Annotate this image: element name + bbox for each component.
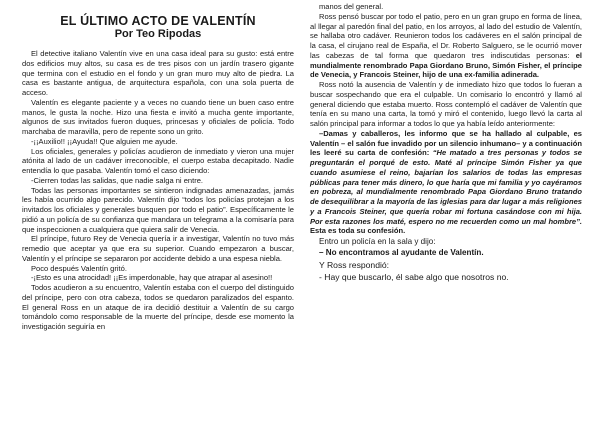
paragraph: Valentín es elegante paciente y a veces no cuando tiene un buen caso entre manos, le gusta la noche. Hizo una fiesta e invitó a mucha gente importante, algunos de sus invitados fueron duques, princesas y oficiales de policía. Todo marchaba de maravilla, pero de repente sono un grito.	[22, 97, 294, 136]
dialogue-line: -¡Esto es una atrocidad! ¡¡Es imperdonable, hay que atrapar al asesino!!	[31, 273, 273, 283]
text-run: Esta es toda su confesión.	[310, 226, 406, 236]
paragraph: Todos acudieron a su encuentro, Valentín estaba con el cuerpo del distinguido del príncipe, pero con otra cabeza, todos se quedaron paralizados del espanto. El general Ross en un ataque de ira decidió destituir a Valentín de su cargo tomándolo como responsable de la muerte del príncipe, desde ese momento la investigación seguiría en	[22, 283, 294, 331]
text-run: –Damas y caballeros, les informo que se ha hallado al culpable, es Valentín – el salón fue invadido por un silencio inhumano– y a continuación les leeré su carta de confesión:	[310, 128, 582, 158]
dialogue-line: - Hay que buscarlo, él sabe algo que nosotros no.	[319, 271, 509, 282]
paragraph: El príncipe, futuro Rey de Venecia quería ir a investigar, Valentín no tuvo más remedio que aceptar ya que era su superior. Cuando empezaron a buscar, Valentín y el príncipe se separaron por accidente debido a una espesa niebla.	[22, 234, 294, 263]
text-run: Ross pensó buscar por todo el patio, pero en un gran grupo en forma de línea, al llegar al paredón final del patio, en los arroyos, al lado del estudio de Valentín, se hallaba otro cadáver. Reunieron todos los cadáveres en el salón principal de la casa, el cirujano real de España, el Dr. Roberto Salguero, se le ocurrió mover las cabezas de tal forma que quedaron tres indiscutidas personas:	[310, 11, 582, 60]
dialogue-line: – No encontramos al ayudante de Valentín.	[319, 248, 484, 258]
paragraph: Todas las personas importantes se sintieron indignadas amenazadas, jamás les había ocurrido algo parecido. Valentín dijo “todos los policías protejan a los invitados los oficiales y generales busquen por todo el patio”. Específicamente le pidió a un policía de su confianza que mandara un telegrama a la comisaría para que inspeccionen a cualquiera que quiera salir de Venecia.	[22, 185, 294, 234]
left-column	[22, 14, 294, 332]
right-column	[310, 2, 582, 283]
paragraph-continuation: manos del general.	[319, 2, 384, 11]
closing-dialogue	[310, 236, 582, 283]
story-author: Por Teo Ripodas	[114, 28, 202, 40]
paragraph: Poco después Valentín gritó.	[31, 263, 127, 273]
paragraph: Y Ross respondió:	[319, 259, 390, 270]
dialogue-line: -Cierren todas las salidas, que nadie salga ni entre.	[31, 175, 204, 185]
story-title: EL ÚLTIMO ACTO DE VALENTÍN	[60, 14, 256, 28]
bold-text-run: el mundialmente renombrado Papa Giordano Bruno, Simón Fisher, el príncipe de Venecia, y Francois Steiner, hijo de una ex-familia adinerada.	[310, 50, 582, 80]
paragraph	[310, 129, 582, 236]
paragraph: Los oficiales, generales y policías acudieron de inmediato y vieron una mujer atónita al lado de un cadáver irreconocible, el cuerpo estaba decapitado. Nadie entendía lo que pasaba. Valentín tomó el caso diciendo:	[22, 146, 294, 175]
dialogue-line: -¡¡Auxilio!! ¡¡Ayuda!! Que alguien me ayude.	[31, 136, 178, 146]
confession-quote: “He matado a tres personas y todos se preguntarán el porqué de esto. Maté al príncipe Simón Fisher ya que cuando asumiese el reino, bajarían los salarios de todas las empresas públicas para tener más dinero, lo que haría que mi familia y yo cayéramos en pobreza, al mundialmente renombrado Papa Giordano Bruno tratando de desequilibrar a la mayoría de las iglesias para dar lugar a más religiones y a Francois Steiner, que quería robar mi fortuna casándose con mi hija. Por esta razones los maté, espero no me recuerden como un mal hombre”.	[310, 148, 582, 226]
paragraph	[310, 12, 582, 80]
paragraph: Ross notó la ausencia de Valentín y de inmediato hizo que todos lo fueran a buscar sospechando que era el culpable. Un comisario lo encontró y llamó al general diciendo que estaba muerto. Ross contempló el cadáver de Valentín que tenía en su mano una carta, la tomó y miró el contenido, luego llevó la carta al salón principal para informar a todos lo que ya había leído anteriormente:	[310, 80, 582, 128]
paragraph: Entro un policía en la sala y dijo:	[319, 237, 436, 246]
paragraph: El detective italiano Valentín vive en una casa ideal para su gusto: está entre dos edificios muy altos, su casa es de tres pisos con un jardín trasero gigante que termina con el estudio en el fondo y un gran muro muy alto de piedra. La casa es bastante antigua, de arquitectura española, con una sola puerta de acceso.	[22, 49, 294, 97]
